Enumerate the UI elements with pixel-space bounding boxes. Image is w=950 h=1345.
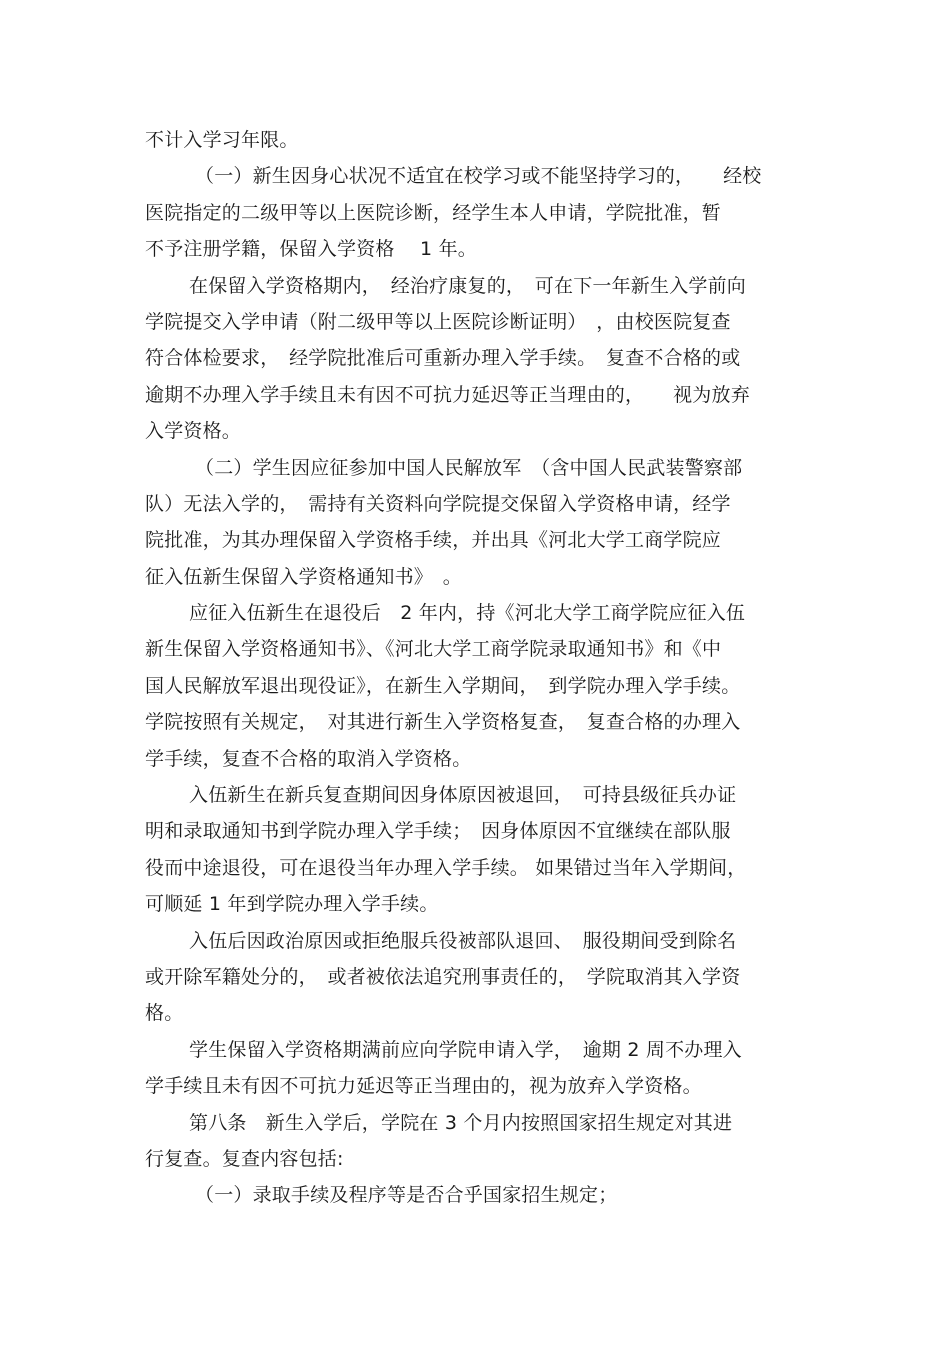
document-line: 入学资格。	[145, 420, 242, 443]
document-line: 学院按照有关规定， 对其进行新生入学资格复查， 复查合格的办理入	[145, 711, 741, 734]
document-line: 院批准，为其办理保留入学资格手续，并出具《河北大学工商学院应	[145, 529, 722, 552]
document-line: （一）录取手续及程序等是否合乎国家招生规定；	[195, 1184, 618, 1207]
document-line: 国人民解放军退出现役证》，在新生入学期间， 到学院办理入学手续。	[145, 674, 741, 697]
document-line: （二）学生因应征参加中国人民解放军 （含中国人民武装警察部	[195, 456, 743, 479]
document-line: 学手续，复查不合格的取消入学资格。	[145, 747, 472, 770]
document-line: 入伍后因政治原因或拒绝服兵役被部队退回、 服役期间受到除名	[189, 929, 737, 952]
document-line: 学院提交入学申请（附二级甲等以上医院诊断证明） ，由校医院复查	[145, 310, 731, 333]
document-line: 新生保留入学资格通知书》、《河北大学工商学院录取通知书》和《中	[145, 638, 722, 661]
document-line: 学生保留入学资格期满前应向学院申请入学， 逾期 2 周不办理入	[189, 1038, 742, 1061]
document-line: 明和录取通知书到学院办理入学手续； 因身体原因不宜继续在部队服	[145, 820, 731, 843]
document-line: 行复查。复查内容包括:	[145, 1147, 344, 1170]
document-line: 第八条 新生入学后，学院在 3 个月内按照国家招生规定对其进	[189, 1111, 733, 1134]
document-line: 队）无法入学的， 需持有关资料向学院提交保留入学资格申请，经学	[145, 492, 731, 515]
document-line: 不计入学习年限。	[145, 129, 299, 151]
document-line: 学手续且未有因不可抗力延迟等正当理由的，视为放弃入学资格。	[145, 1075, 702, 1098]
document-line: 征入伍新生保留入学资格通知书》 。	[145, 565, 462, 588]
document-line: 不予注册学籍，保留入学资格 1 年。	[145, 238, 477, 261]
document-line: 应征入伍新生在退役后 2 年内，持《河北大学工商学院应征入伍	[189, 602, 746, 625]
document-line: 医院指定的二级甲等以上医院诊断，经学生本人申请，学院批准，暂	[145, 201, 722, 224]
document-body	[145, 122, 810, 1214]
document-line: 在保留入学资格期内， 经治疗康复的， 可在下一年新生入学前向	[189, 274, 747, 297]
document-line: 可顺延 1 年到学院办理入学手续。	[145, 893, 439, 916]
document-line: 或开除军籍处分的， 或者被依法追究刑事责任的， 学院取消其入学资	[145, 965, 741, 988]
document-line: （一）新生因身心状况不适宜在校学习或不能坚持学习的， 经校	[195, 165, 762, 188]
document-line: 逾期不办理入学手续且未有因不可抗力延迟等正当理由的， 视为放弃	[145, 383, 750, 406]
document-line: 符合体检要求， 经学院批准后可重新办理入学手续。 复查不合格的或	[145, 347, 741, 370]
document-line: 格。	[145, 1002, 184, 1025]
document-line: 役而中途退役，可在退役当年办理入学手续。 如果错过当年入学期间，	[145, 856, 747, 879]
document-line: 入伍新生在新兵复查期间因身体原因被退回， 可持县级征兵办证	[189, 784, 737, 807]
